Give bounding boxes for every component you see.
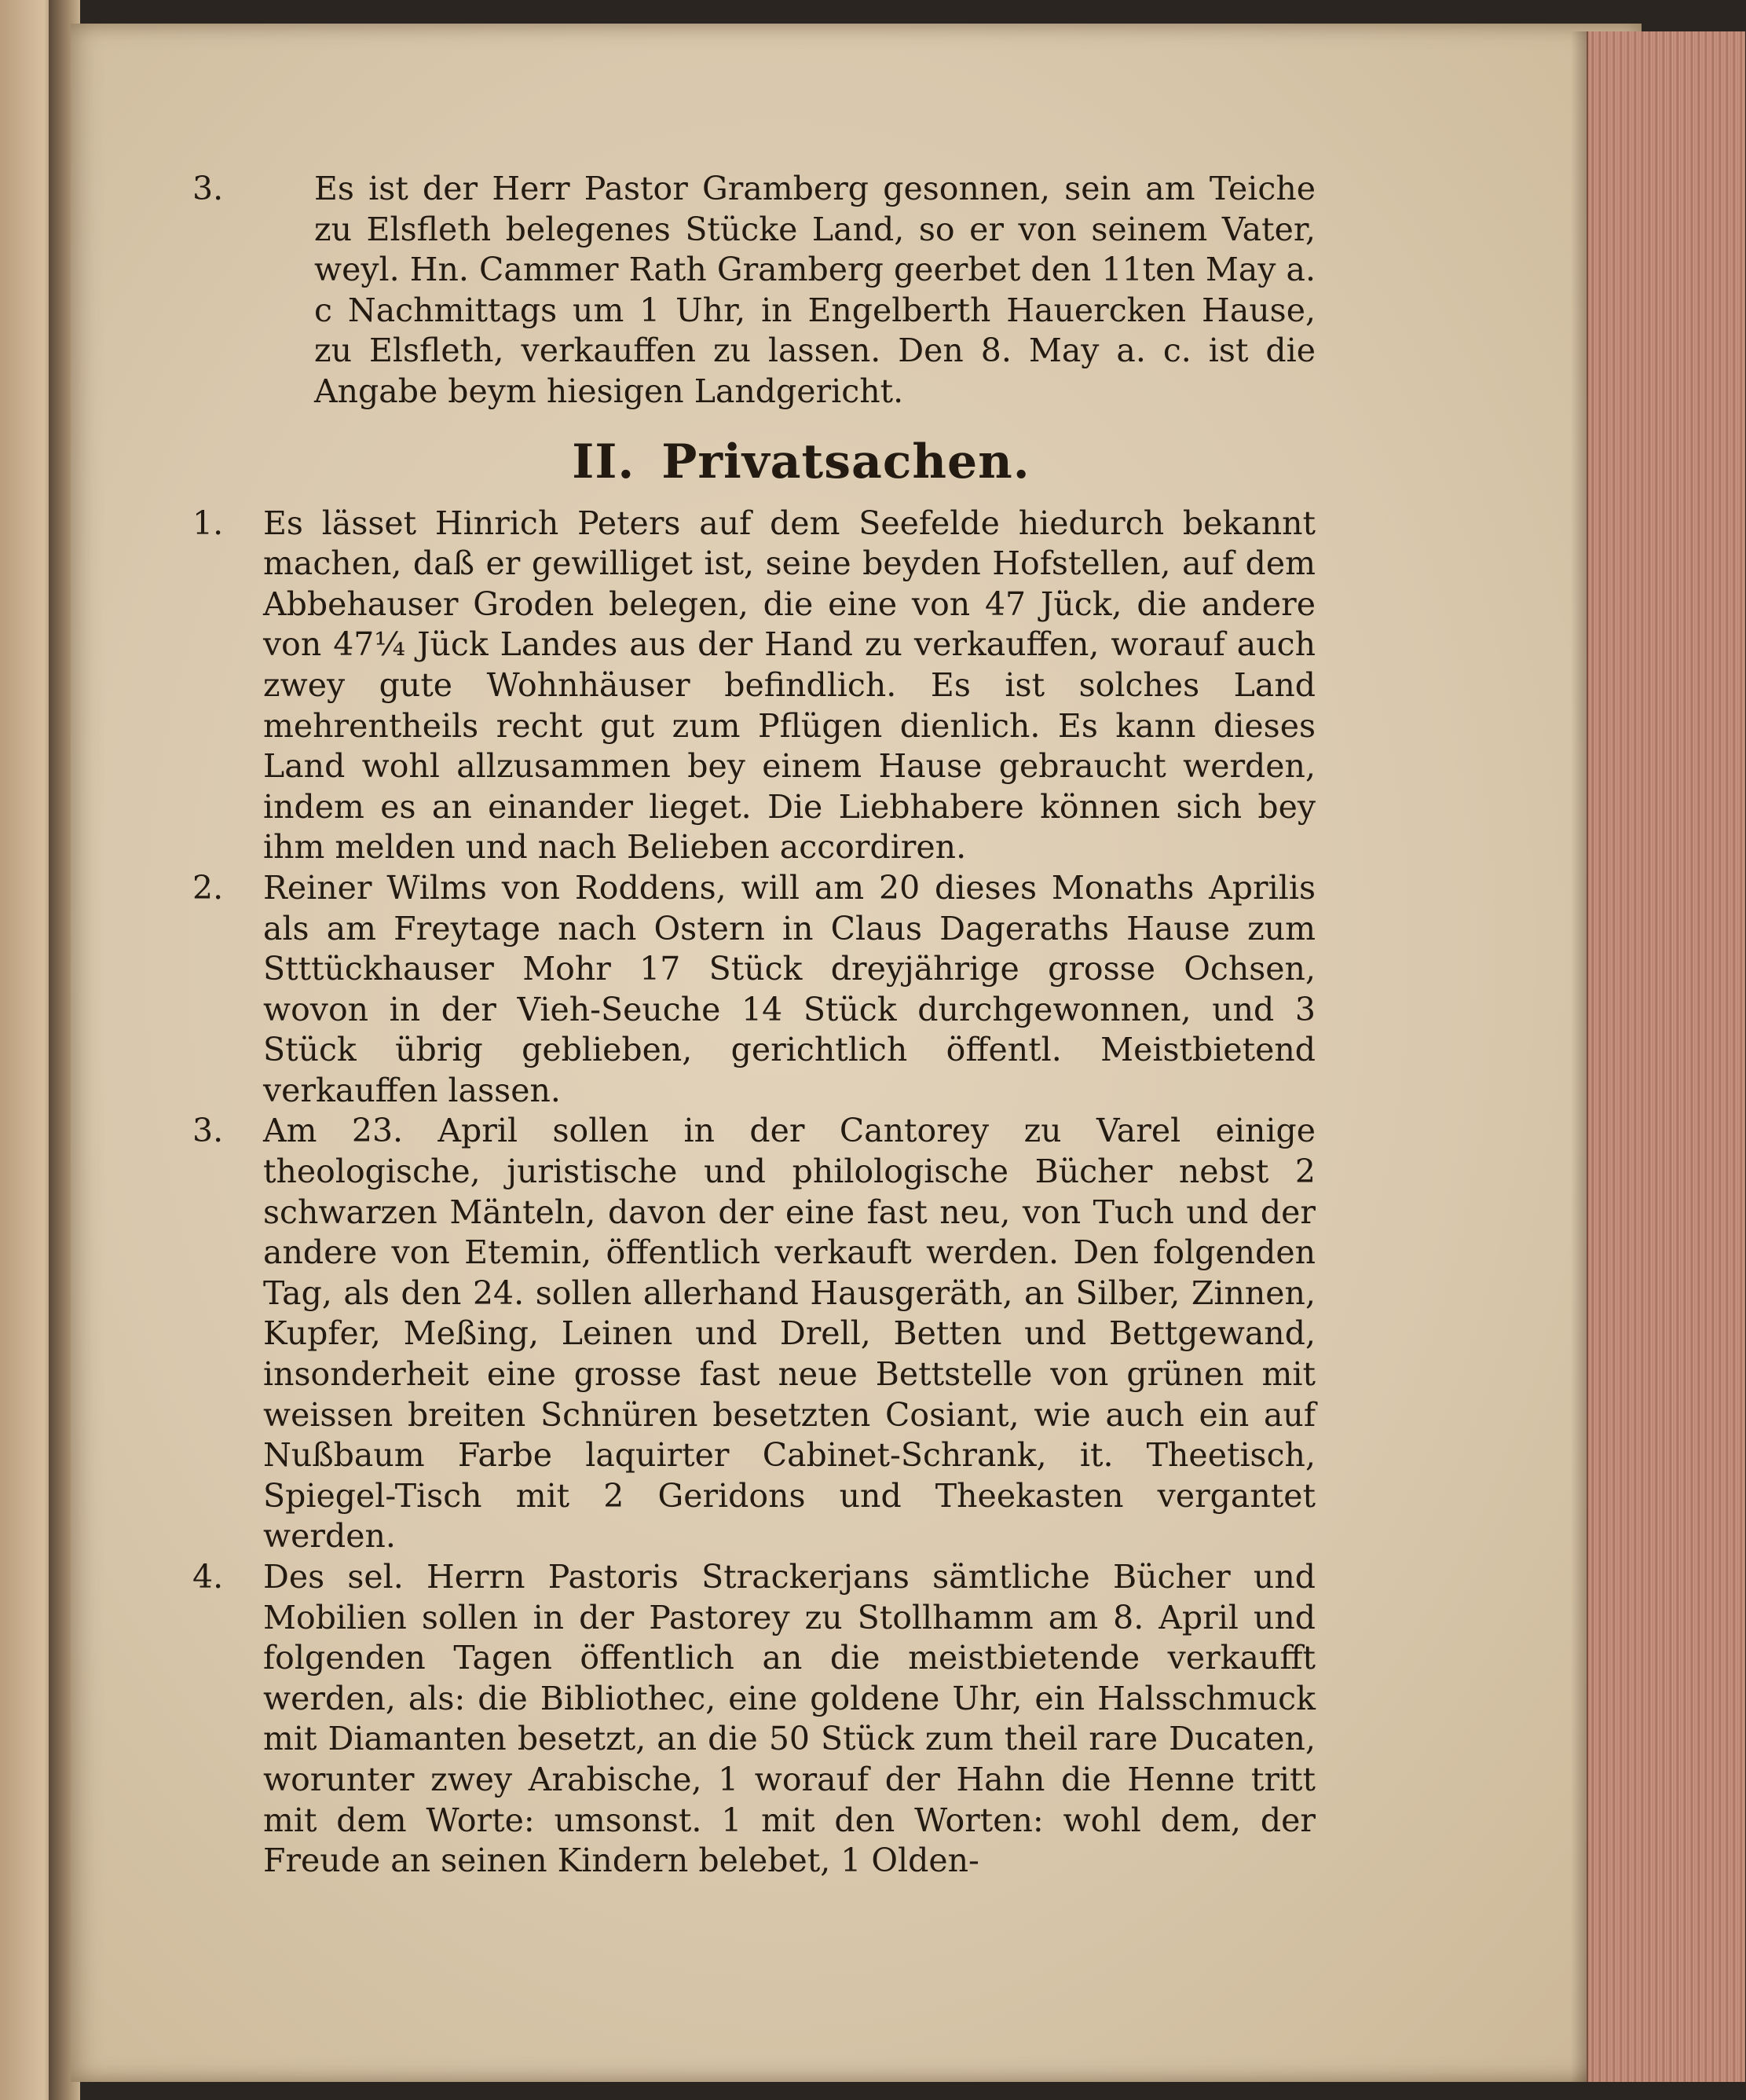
private-item-3 [192,1111,1316,1557]
section-title: Privatsachen. [661,434,1030,489]
page-stack-edges [1587,31,1745,2082]
private-item-2 [192,868,1316,1112]
section-numeral: II. [572,434,635,489]
page-text [192,169,1316,1882]
section-heading [192,434,1316,489]
item-number: 4. [192,1558,224,1596]
item-text: Es lässet Hinrich Peters auf dem Seefelde hiedurch bekannt machen, daß er gewilliget ist, seine beyden Hofstellen, auf dem Abbehauser Groden belegen, die eine von 47 Jück, die andere von 47¼ Jück Landes aus der Hand zu verkauffen, worauf auch zwey gute Wohnhäuser befindlich. Es ist solches Land mehrentheils recht gut zum Pflügen dienlich. Es kann dieses Land wohl allzusammen bey einem Hause gebraucht werden, indem es an einander lieget. Die Liebhabere können sich bey ihm melden und nach Belieben accordiren. [263,504,1316,867]
public-item-3 [192,169,1316,412]
item-text: Reiner Wilms von Roddens, will am 20 dieses Monaths Aprilis als am Freytage nach Ostern in Claus Dageraths Hause zum Stttückhauser Mohr 17 Stück dreyjährige grosse Ochsen, wovon in der Vieh-Seuche 14 Stück durchgewonnen, und 3 Stück übrig geblieben, gerichtlich öffentl. Meistbietend verkauffen lassen. [263,868,1316,1109]
private-item-1 [192,504,1316,868]
item-text: Des sel. Herrn Pastoris Strackerjans sämtliche Bücher und Mobilien sollen in der Pastorey zu Stollhamm am 8. April und folgenden Tagen öffentlich an die meistbietende verkaufft werden, als: die Bibliothec, eine goldene Uhr, ein Halsschmuck mit Diamanten besetzt, an die 50 Stück zum theil rare Ducaten, worunter zwey Arabische, 1 worauf der Hahn die Henne tritt mit dem Worte: umsonst. 1 mit den Worten: wohl dem, der Freude an seinen Kindern belebet, 1 Olden- [263,1558,1316,1880]
item-number: 3. [192,1112,224,1150]
private-item-4 [192,1557,1316,1882]
item-number: 2. [192,868,224,907]
item-text: Es ist der Herr Pastor Gramberg gesonnen, sein am Teiche zu Elsfleth belegenes Stücke Land, so er von seinem Vater, weyl. Hn. Cammer Rath Gramberg geerbet den 11ten May a. c Nachmittags um 1 Uhr, in Engelberth Hauercken Hause, zu Elsfleth, verkauffen zu lassen. Den 8. May a. c. ist die Angabe beym hiesigen Landgericht. [314,170,1316,410]
item-number: 1. [192,504,224,542]
item-text: Am 23. April sollen in der Cantorey zu Varel einige theologische, juristische und philologische Bücher nebst 2 schwarzen Mänteln, davon der eine fast neu, von Tuch und der andere von Etemin, öffentlich verkauft werden. Den folgenden Tag, als den 24. sollen allerhand Hausgeräth, an Silber, Zinnen, Kupfer, Meßing, Leinen und Drell, Betten und Bettgewand, insonderheit eine grosse fast neue Bettstelle von grünen mit weissen breiten Schnüren besetzten Cosiant, wie auch ein auf Nußbaum Farbe laquirter Cabinet-Schrank, it. Theetisch, Spiegel-Tisch mit 2 Geridons und Theekasten vergantet werden. [263,1112,1316,1556]
item-number: 3. [192,170,224,207]
